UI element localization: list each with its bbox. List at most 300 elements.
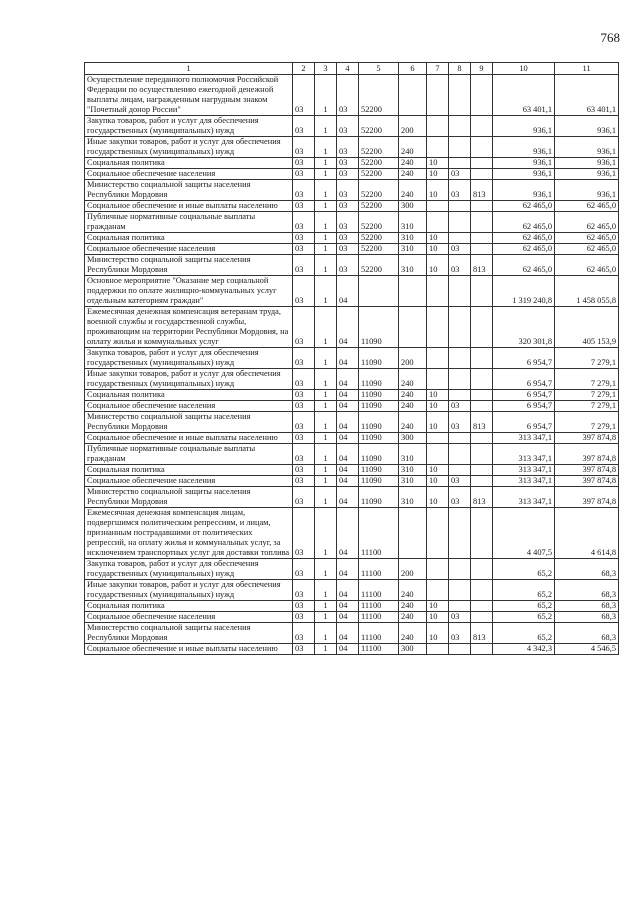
code-col-5: 11090 bbox=[359, 401, 399, 412]
amount-col-10: 62 465,0 bbox=[493, 201, 555, 212]
code-col-5: 11100 bbox=[359, 508, 399, 559]
table-row bbox=[85, 75, 619, 116]
code-col-6: 240 bbox=[399, 612, 427, 623]
table-row bbox=[85, 212, 619, 233]
page-number: 768 bbox=[600, 30, 620, 45]
budget-table bbox=[84, 62, 619, 655]
row-name: Социальное обеспечение и иные выплаты населению bbox=[85, 201, 293, 212]
amount-col-10: 62 465,0 bbox=[493, 255, 555, 276]
code-col-6 bbox=[399, 508, 427, 559]
code-col-5: 11090 bbox=[359, 465, 399, 476]
code-col-7: 10 bbox=[427, 465, 449, 476]
code-col-9 bbox=[471, 444, 493, 465]
code-col-2: 03 bbox=[293, 137, 315, 158]
code-col-8: 03 bbox=[449, 244, 471, 255]
table-body bbox=[85, 75, 619, 655]
code-col-2: 03 bbox=[293, 255, 315, 276]
code-col-4: 04 bbox=[337, 465, 359, 476]
code-col-7 bbox=[427, 212, 449, 233]
code-col-4: 03 bbox=[337, 255, 359, 276]
code-col-3: 1 bbox=[315, 444, 337, 465]
amount-col-11: 62 465,0 bbox=[555, 212, 619, 233]
code-col-2: 03 bbox=[293, 276, 315, 307]
table-row bbox=[85, 401, 619, 412]
code-col-7 bbox=[427, 508, 449, 559]
header-cell: 2 bbox=[293, 63, 315, 75]
code-col-5: 11090 bbox=[359, 444, 399, 465]
code-col-9 bbox=[471, 116, 493, 137]
code-col-3: 1 bbox=[315, 508, 337, 559]
code-col-3: 1 bbox=[315, 623, 337, 644]
code-col-9: 813 bbox=[471, 623, 493, 644]
code-col-4: 04 bbox=[337, 307, 359, 348]
amount-col-10: 936,1 bbox=[493, 116, 555, 137]
code-col-2: 03 bbox=[293, 233, 315, 244]
code-col-8: 03 bbox=[449, 412, 471, 433]
code-col-3: 1 bbox=[315, 276, 337, 307]
code-col-6: 240 bbox=[399, 169, 427, 180]
code-col-6: 310 bbox=[399, 444, 427, 465]
amount-col-10: 62 465,0 bbox=[493, 212, 555, 233]
row-name: Социальная политика bbox=[85, 601, 293, 612]
code-col-2: 03 bbox=[293, 580, 315, 601]
code-col-6: 300 bbox=[399, 433, 427, 444]
row-name: Закупка товаров, работ и услуг для обеспечения государственных (муниципальных) нужд bbox=[85, 559, 293, 580]
code-col-6: 310 bbox=[399, 212, 427, 233]
row-name: Иные закупки товаров, работ и услуг для обеспечения государственных (муниципальных) нужд bbox=[85, 137, 293, 158]
amount-col-10: 936,1 bbox=[493, 180, 555, 201]
amount-col-10: 313 347,1 bbox=[493, 487, 555, 508]
amount-col-11: 7 279,1 bbox=[555, 348, 619, 369]
code-col-9 bbox=[471, 401, 493, 412]
amount-col-11: 62 465,0 bbox=[555, 244, 619, 255]
code-col-6: 310 bbox=[399, 233, 427, 244]
code-col-7 bbox=[427, 307, 449, 348]
code-col-7: 10 bbox=[427, 612, 449, 623]
code-col-9 bbox=[471, 276, 493, 307]
code-col-7 bbox=[427, 580, 449, 601]
code-col-8 bbox=[449, 75, 471, 116]
code-col-4: 04 bbox=[337, 401, 359, 412]
code-col-4: 04 bbox=[337, 433, 359, 444]
code-col-4: 04 bbox=[337, 390, 359, 401]
amount-col-11: 62 465,0 bbox=[555, 201, 619, 212]
amount-col-11: 397 874,8 bbox=[555, 476, 619, 487]
row-name: Публичные нормативные социальные выплаты гражданам bbox=[85, 444, 293, 465]
amount-col-11: 7 279,1 bbox=[555, 412, 619, 433]
code-col-5: 52200 bbox=[359, 244, 399, 255]
code-col-9 bbox=[471, 508, 493, 559]
amount-col-11: 397 874,8 bbox=[555, 444, 619, 465]
amount-col-10: 6 954,7 bbox=[493, 412, 555, 433]
code-col-8 bbox=[449, 276, 471, 307]
code-col-7 bbox=[427, 276, 449, 307]
amount-col-10: 65,2 bbox=[493, 612, 555, 623]
row-name: Социальная политика bbox=[85, 390, 293, 401]
table-row bbox=[85, 476, 619, 487]
code-col-8: 03 bbox=[449, 169, 471, 180]
row-name: Социальное обеспечение населения bbox=[85, 612, 293, 623]
code-col-2: 03 bbox=[293, 116, 315, 137]
code-col-7: 10 bbox=[427, 476, 449, 487]
code-col-7 bbox=[427, 444, 449, 465]
code-col-6: 240 bbox=[399, 369, 427, 390]
code-col-6: 240 bbox=[399, 158, 427, 169]
code-col-4: 04 bbox=[337, 348, 359, 369]
code-col-8 bbox=[449, 644, 471, 655]
code-col-2: 03 bbox=[293, 412, 315, 433]
code-col-8 bbox=[449, 307, 471, 348]
code-col-2: 03 bbox=[293, 390, 315, 401]
code-col-4: 04 bbox=[337, 644, 359, 655]
code-col-5: 11090 bbox=[359, 476, 399, 487]
amount-col-11: 936,1 bbox=[555, 137, 619, 158]
amount-col-11: 68,3 bbox=[555, 601, 619, 612]
table-row bbox=[85, 255, 619, 276]
amount-col-11: 68,3 bbox=[555, 623, 619, 644]
code-col-7: 10 bbox=[427, 412, 449, 433]
amount-col-11: 7 279,1 bbox=[555, 390, 619, 401]
amount-col-10: 4 342,3 bbox=[493, 644, 555, 655]
code-col-7 bbox=[427, 433, 449, 444]
code-col-8 bbox=[449, 390, 471, 401]
code-col-6: 310 bbox=[399, 465, 427, 476]
amount-col-10: 62 465,0 bbox=[493, 244, 555, 255]
code-col-8 bbox=[449, 158, 471, 169]
row-name: Социальное обеспечение населения bbox=[85, 476, 293, 487]
code-col-3: 1 bbox=[315, 612, 337, 623]
table-row bbox=[85, 369, 619, 390]
code-col-2: 03 bbox=[293, 212, 315, 233]
code-col-3: 1 bbox=[315, 401, 337, 412]
code-col-5: 52200 bbox=[359, 180, 399, 201]
amount-col-11: 397 874,8 bbox=[555, 465, 619, 476]
amount-col-10: 6 954,7 bbox=[493, 390, 555, 401]
amount-col-10: 63 401,1 bbox=[493, 75, 555, 116]
row-name: Социальная политика bbox=[85, 158, 293, 169]
code-col-4: 03 bbox=[337, 75, 359, 116]
code-col-9 bbox=[471, 612, 493, 623]
code-col-7 bbox=[427, 116, 449, 137]
table-row bbox=[85, 644, 619, 655]
code-col-6: 240 bbox=[399, 180, 427, 201]
code-col-4: 03 bbox=[337, 233, 359, 244]
header-cell: 10 bbox=[493, 63, 555, 75]
row-name: Социальная политика bbox=[85, 233, 293, 244]
header-cell: 11 bbox=[555, 63, 619, 75]
code-col-6: 240 bbox=[399, 412, 427, 433]
code-col-9 bbox=[471, 75, 493, 116]
code-col-7: 10 bbox=[427, 158, 449, 169]
table-row bbox=[85, 601, 619, 612]
code-col-5: 11090 bbox=[359, 433, 399, 444]
code-col-9 bbox=[471, 169, 493, 180]
code-col-7 bbox=[427, 559, 449, 580]
code-col-9 bbox=[471, 348, 493, 369]
code-col-3: 1 bbox=[315, 158, 337, 169]
row-name: Министерство социальной защиты населения Республики Мордовия bbox=[85, 623, 293, 644]
code-col-2: 03 bbox=[293, 612, 315, 623]
row-name: Социальное обеспечение населения bbox=[85, 244, 293, 255]
code-col-9 bbox=[471, 212, 493, 233]
code-col-9 bbox=[471, 465, 493, 476]
code-col-9 bbox=[471, 644, 493, 655]
code-col-2: 03 bbox=[293, 508, 315, 559]
code-col-9 bbox=[471, 369, 493, 390]
code-col-2: 03 bbox=[293, 244, 315, 255]
code-col-9: 813 bbox=[471, 487, 493, 508]
code-col-7 bbox=[427, 348, 449, 369]
code-col-6: 240 bbox=[399, 601, 427, 612]
code-col-4: 04 bbox=[337, 276, 359, 307]
code-col-2: 03 bbox=[293, 601, 315, 612]
row-name: Социальное обеспечение населения bbox=[85, 169, 293, 180]
code-col-7: 10 bbox=[427, 169, 449, 180]
code-col-7: 10 bbox=[427, 487, 449, 508]
amount-col-10: 4 407,5 bbox=[493, 508, 555, 559]
row-name: Министерство социальной защиты населения Республики Мордовия bbox=[85, 412, 293, 433]
code-col-7 bbox=[427, 75, 449, 116]
amount-col-10: 1 319 240,8 bbox=[493, 276, 555, 307]
code-col-3: 1 bbox=[315, 233, 337, 244]
amount-col-10: 936,1 bbox=[493, 169, 555, 180]
code-col-4: 04 bbox=[337, 487, 359, 508]
table-row bbox=[85, 201, 619, 212]
amount-col-10: 65,2 bbox=[493, 580, 555, 601]
code-col-8 bbox=[449, 201, 471, 212]
amount-col-10: 313 347,1 bbox=[493, 465, 555, 476]
code-col-4: 03 bbox=[337, 180, 359, 201]
code-col-8 bbox=[449, 433, 471, 444]
code-col-9 bbox=[471, 601, 493, 612]
amount-col-11: 397 874,8 bbox=[555, 433, 619, 444]
code-col-8: 03 bbox=[449, 180, 471, 201]
code-col-6: 310 bbox=[399, 244, 427, 255]
code-col-9: 813 bbox=[471, 180, 493, 201]
code-col-5: 11090 bbox=[359, 390, 399, 401]
code-col-8 bbox=[449, 116, 471, 137]
amount-col-10: 62 465,0 bbox=[493, 233, 555, 244]
code-col-2: 03 bbox=[293, 465, 315, 476]
code-col-8: 03 bbox=[449, 476, 471, 487]
code-col-2: 03 bbox=[293, 158, 315, 169]
code-col-4: 04 bbox=[337, 559, 359, 580]
amount-col-10: 936,1 bbox=[493, 158, 555, 169]
row-name: Основное мероприятие "Оказание мер социальной поддержки по оплате жилищно-коммунальных услуг отдельным категориям граждан" bbox=[85, 276, 293, 307]
code-col-3: 1 bbox=[315, 201, 337, 212]
amount-col-11: 4 546,5 bbox=[555, 644, 619, 655]
code-col-8: 03 bbox=[449, 255, 471, 276]
amount-col-11: 936,1 bbox=[555, 169, 619, 180]
table-row bbox=[85, 465, 619, 476]
code-col-4: 04 bbox=[337, 476, 359, 487]
code-col-8: 03 bbox=[449, 401, 471, 412]
code-col-2: 03 bbox=[293, 444, 315, 465]
row-name: Публичные нормативные социальные выплаты гражданам bbox=[85, 212, 293, 233]
code-col-7 bbox=[427, 644, 449, 655]
amount-col-10: 65,2 bbox=[493, 559, 555, 580]
code-col-3: 1 bbox=[315, 412, 337, 433]
code-col-6: 240 bbox=[399, 580, 427, 601]
header-cell: 9 bbox=[471, 63, 493, 75]
code-col-2: 03 bbox=[293, 433, 315, 444]
code-col-3: 1 bbox=[315, 559, 337, 580]
code-col-6 bbox=[399, 276, 427, 307]
code-col-2: 03 bbox=[293, 487, 315, 508]
header-cell: 3 bbox=[315, 63, 337, 75]
amount-col-10: 936,1 bbox=[493, 137, 555, 158]
code-col-3: 1 bbox=[315, 244, 337, 255]
code-col-4: 04 bbox=[337, 623, 359, 644]
table-row bbox=[85, 412, 619, 433]
amount-col-11: 397 874,8 bbox=[555, 487, 619, 508]
code-col-4: 03 bbox=[337, 201, 359, 212]
row-name: Социальная политика bbox=[85, 465, 293, 476]
code-col-6: 300 bbox=[399, 201, 427, 212]
code-col-2: 03 bbox=[293, 644, 315, 655]
code-col-9 bbox=[471, 137, 493, 158]
code-col-7: 10 bbox=[427, 390, 449, 401]
code-col-7: 10 bbox=[427, 601, 449, 612]
code-col-9 bbox=[471, 390, 493, 401]
table-row bbox=[85, 180, 619, 201]
table-row bbox=[85, 612, 619, 623]
amount-col-10: 6 954,7 bbox=[493, 369, 555, 390]
code-col-6: 200 bbox=[399, 116, 427, 137]
amount-col-11: 1 458 055,8 bbox=[555, 276, 619, 307]
amount-col-10: 65,2 bbox=[493, 601, 555, 612]
code-col-8 bbox=[449, 508, 471, 559]
code-col-5: 11100 bbox=[359, 580, 399, 601]
code-col-6 bbox=[399, 75, 427, 116]
table-row bbox=[85, 348, 619, 369]
code-col-3: 1 bbox=[315, 212, 337, 233]
code-col-7 bbox=[427, 201, 449, 212]
code-col-5: 52200 bbox=[359, 233, 399, 244]
code-col-5: 11100 bbox=[359, 644, 399, 655]
code-col-6: 200 bbox=[399, 348, 427, 369]
code-col-4: 03 bbox=[337, 137, 359, 158]
code-col-6: 310 bbox=[399, 476, 427, 487]
row-name: Ежемесячная денежная компенсация ветеранам труда, военной службы и государственной службы, проживающим на территории Республики Мордовия, на оплату жилья и коммунальных услуг bbox=[85, 307, 293, 348]
code-col-5: 11090 bbox=[359, 487, 399, 508]
code-col-6: 300 bbox=[399, 644, 427, 655]
table-row bbox=[85, 307, 619, 348]
code-col-4: 04 bbox=[337, 412, 359, 433]
table-row bbox=[85, 623, 619, 644]
header-cell: 8 bbox=[449, 63, 471, 75]
code-col-5: 52200 bbox=[359, 158, 399, 169]
code-col-7: 10 bbox=[427, 255, 449, 276]
header-cell: 1 bbox=[85, 63, 293, 75]
header-cell: 7 bbox=[427, 63, 449, 75]
code-col-8 bbox=[449, 559, 471, 580]
code-col-8 bbox=[449, 580, 471, 601]
code-col-3: 1 bbox=[315, 390, 337, 401]
code-col-4: 04 bbox=[337, 601, 359, 612]
row-name: Иные закупки товаров, работ и услуг для обеспечения государственных (муниципальных) нужд bbox=[85, 369, 293, 390]
table-row bbox=[85, 169, 619, 180]
code-col-4: 04 bbox=[337, 580, 359, 601]
code-col-3: 1 bbox=[315, 348, 337, 369]
code-col-2: 03 bbox=[293, 369, 315, 390]
code-col-7: 10 bbox=[427, 244, 449, 255]
code-col-5: 52200 bbox=[359, 75, 399, 116]
code-col-7: 10 bbox=[427, 233, 449, 244]
table-row bbox=[85, 390, 619, 401]
code-col-9: 813 bbox=[471, 255, 493, 276]
amount-col-11: 62 465,0 bbox=[555, 233, 619, 244]
header-cell: 6 bbox=[399, 63, 427, 75]
table-row bbox=[85, 244, 619, 255]
row-name: Социальное обеспечение и иные выплаты населению bbox=[85, 433, 293, 444]
code-col-8: 03 bbox=[449, 487, 471, 508]
code-col-2: 03 bbox=[293, 180, 315, 201]
code-col-2: 03 bbox=[293, 201, 315, 212]
code-col-5: 11090 bbox=[359, 412, 399, 433]
amount-col-11: 936,1 bbox=[555, 158, 619, 169]
code-col-8 bbox=[449, 348, 471, 369]
code-col-8 bbox=[449, 369, 471, 390]
code-col-2: 03 bbox=[293, 348, 315, 369]
code-col-7: 10 bbox=[427, 623, 449, 644]
code-col-5: 11090 bbox=[359, 348, 399, 369]
code-col-3: 1 bbox=[315, 644, 337, 655]
amount-col-11: 7 279,1 bbox=[555, 401, 619, 412]
code-col-2: 03 bbox=[293, 623, 315, 644]
code-col-9 bbox=[471, 433, 493, 444]
code-col-8 bbox=[449, 601, 471, 612]
amount-col-11: 936,1 bbox=[555, 180, 619, 201]
code-col-5: 11100 bbox=[359, 623, 399, 644]
code-col-8 bbox=[449, 137, 471, 158]
code-col-9 bbox=[471, 580, 493, 601]
code-col-9 bbox=[471, 233, 493, 244]
code-col-4: 03 bbox=[337, 158, 359, 169]
code-col-6 bbox=[399, 307, 427, 348]
code-col-4: 04 bbox=[337, 612, 359, 623]
code-col-9 bbox=[471, 307, 493, 348]
code-col-3: 1 bbox=[315, 180, 337, 201]
row-name: Ежемесячная денежная компенсация лицам, подвергшимся политическим репрессиям, и лицам, признанным пострадавшими от политических репрессий, на оплату жилья и коммунальных услуг, за исключением транспортных услуг для доставки топлива bbox=[85, 508, 293, 559]
amount-col-11: 62 465,0 bbox=[555, 255, 619, 276]
code-col-2: 03 bbox=[293, 401, 315, 412]
code-col-3: 1 bbox=[315, 169, 337, 180]
table-row bbox=[85, 444, 619, 465]
row-name: Социальное обеспечение и иные выплаты населению bbox=[85, 644, 293, 655]
code-col-3: 1 bbox=[315, 476, 337, 487]
row-name: Социальное обеспечение населения bbox=[85, 401, 293, 412]
code-col-9 bbox=[471, 476, 493, 487]
amount-col-11: 63 401,1 bbox=[555, 75, 619, 116]
code-col-3: 1 bbox=[315, 487, 337, 508]
code-col-9 bbox=[471, 158, 493, 169]
code-col-5: 52200 bbox=[359, 137, 399, 158]
code-col-8: 03 bbox=[449, 623, 471, 644]
code-col-7: 10 bbox=[427, 180, 449, 201]
amount-col-11: 68,3 bbox=[555, 559, 619, 580]
code-col-4: 04 bbox=[337, 508, 359, 559]
code-col-6: 310 bbox=[399, 255, 427, 276]
amount-col-10: 6 954,7 bbox=[493, 348, 555, 369]
row-name: Министерство социальной защиты населения Республики Мордовия bbox=[85, 255, 293, 276]
code-col-4: 04 bbox=[337, 444, 359, 465]
code-col-6: 310 bbox=[399, 487, 427, 508]
code-col-8 bbox=[449, 212, 471, 233]
code-col-8 bbox=[449, 233, 471, 244]
code-col-2: 03 bbox=[293, 559, 315, 580]
code-col-5: 11090 bbox=[359, 369, 399, 390]
